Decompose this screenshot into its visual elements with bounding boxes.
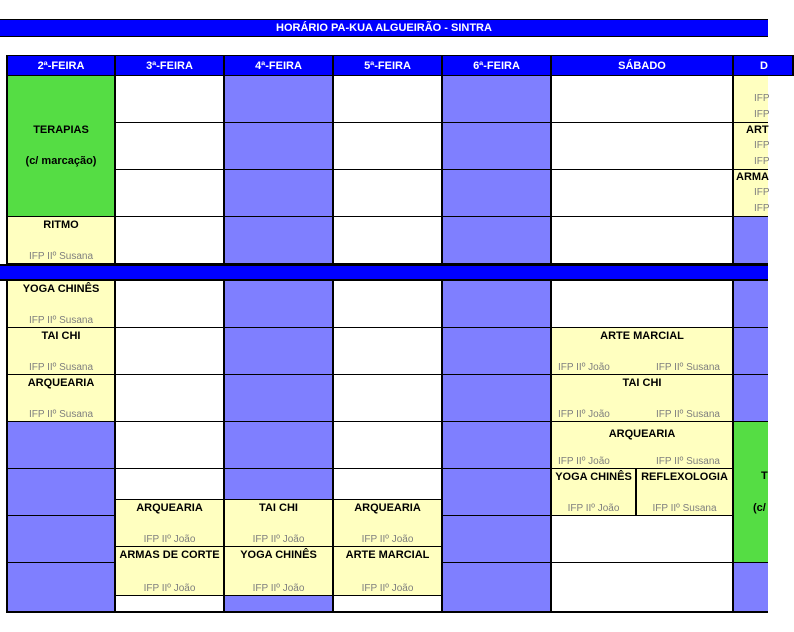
- cell: [734, 328, 768, 375]
- cell: [225, 281, 334, 328]
- cell: [734, 375, 768, 422]
- sunday-cell-2: ART IFP IFP: [734, 123, 768, 170]
- activity-instructor: IFP IIº Susana: [652, 503, 717, 514]
- sunday-green-block: T (c/: [734, 422, 768, 563]
- activity-instructor: IFP IIº João: [252, 583, 305, 594]
- activity-instructor: IFP IIº João: [143, 583, 196, 594]
- saturday-taichi: [552, 375, 734, 422]
- activity-title: TAI CHI: [259, 502, 298, 514]
- terapias-block: [8, 76, 116, 217]
- cell: [334, 596, 443, 613]
- lunch-divider: [0, 264, 768, 281]
- cell: [443, 170, 552, 217]
- cell: [552, 563, 734, 613]
- cell: [334, 469, 443, 500]
- activity-title: REFLEXOLOGIA: [641, 471, 728, 483]
- cell: [334, 422, 443, 469]
- saturday-yoga: [552, 469, 637, 516]
- activity-title: ARMAS DE CORTE: [119, 549, 220, 561]
- activity-title: ARQUEARIA: [608, 428, 676, 440]
- activity-title: RITMO: [43, 219, 79, 231]
- activity-title: ARQUEARIA: [27, 377, 95, 389]
- day-header-thursday: 5ª-FEIRA: [334, 55, 443, 76]
- wednesday-taichi: [225, 500, 334, 547]
- instructor-left: IFP IIº João: [558, 456, 610, 467]
- monday-arquearia: [8, 375, 116, 422]
- cell: [116, 123, 225, 170]
- cell: [334, 76, 443, 123]
- activity-instructor: IFP IIº Susana: [28, 409, 94, 420]
- cell: [225, 596, 334, 613]
- instructor-left: IFP IIº João: [558, 409, 610, 420]
- cell: [8, 516, 116, 563]
- cell: [116, 596, 225, 613]
- activity-instructor: IFP IIº João: [252, 534, 305, 545]
- cell: [443, 422, 552, 469]
- activity-title: ARQUEARIA: [136, 502, 203, 514]
- cell: [225, 375, 334, 422]
- terapias-title: TERAPIAS: [33, 124, 89, 136]
- cell: [8, 469, 116, 516]
- saturday-arte-marcial: [552, 328, 734, 375]
- saturday-arquearia: [552, 422, 734, 469]
- cell: [334, 328, 443, 375]
- cell: [116, 217, 225, 264]
- cell: [443, 123, 552, 170]
- tuesday-arquearia: [116, 500, 225, 547]
- cell: [116, 76, 225, 123]
- activity-instructor: IFP IIº Susana: [28, 362, 94, 373]
- cell: [116, 281, 225, 328]
- activity-instructor: IFP IIº Susana: [28, 251, 94, 262]
- instructor-right: IFP IIº Susana: [655, 456, 720, 467]
- sunday-cell-3: ARMA IFP IFP: [734, 170, 768, 217]
- cell: [334, 123, 443, 170]
- cell: [552, 516, 734, 563]
- cell: [443, 76, 552, 123]
- instructor-left: IFP IIº João: [558, 362, 610, 373]
- monday-taichi: [8, 328, 116, 375]
- monday-yoga: [8, 281, 116, 328]
- cell: [225, 217, 334, 264]
- cell: [552, 217, 734, 264]
- cell: [334, 281, 443, 328]
- tuesday-armas-de-corte: [116, 547, 225, 596]
- cell: [734, 281, 768, 328]
- cell: [443, 328, 552, 375]
- terapias-subtitle: (c/ marcação): [25, 155, 97, 167]
- instructor-right: IFP IIº Susana: [655, 409, 720, 420]
- activity-instructor: IFP IIº João: [361, 583, 414, 594]
- cell: [334, 170, 443, 217]
- cell: [443, 469, 552, 516]
- day-header-monday: 2ª-FEIRA: [6, 55, 116, 76]
- day-header-saturday: SÁBADO: [552, 55, 734, 76]
- schedule-grid: [0, 55, 768, 615]
- cell: [116, 375, 225, 422]
- cell: [116, 170, 225, 217]
- cell: [552, 281, 734, 328]
- activity-title: TAI CHI: [622, 377, 662, 389]
- activity-instructor: IFP IIº João: [361, 534, 414, 545]
- cell: [443, 281, 552, 328]
- instructor-right: IFP IIº Susana: [655, 362, 720, 373]
- cell: [8, 563, 116, 613]
- cell: [225, 328, 334, 375]
- activity-title: YOGA CHINÊS: [555, 471, 632, 483]
- cell: [734, 563, 768, 613]
- activity-title: ARTE MARCIAL: [600, 330, 684, 342]
- activity-title: ARQUEARIA: [354, 502, 421, 514]
- activity-instructor: IFP IIº João: [567, 503, 620, 514]
- monday-ritmo: [8, 217, 116, 264]
- cell: [116, 469, 225, 500]
- activity-instructor: IFP IIº Susana: [28, 315, 94, 326]
- day-header-friday: 6ª-FEIRA: [443, 55, 552, 76]
- activity-title: YOGA CHINÊS: [240, 549, 317, 561]
- cell: [552, 123, 734, 170]
- cell: [443, 563, 552, 613]
- activity-title: YOGA CHINÊS: [22, 283, 100, 295]
- activity-title: ARTE MARCIAL: [345, 549, 430, 561]
- cell: [225, 422, 334, 469]
- thursday-arquearia: [334, 500, 443, 547]
- schedule-title: HORÁRIO PA-KUA ALGUEIRÃO - SINTRA: [0, 19, 768, 37]
- sunday-cell-1: IFP IFP: [734, 76, 768, 123]
- cell: [734, 217, 768, 264]
- cell: [225, 76, 334, 123]
- cell: [552, 76, 734, 123]
- cell: [225, 123, 334, 170]
- cell: [443, 375, 552, 422]
- cell: [334, 375, 443, 422]
- activity-title: TAI CHI: [41, 330, 81, 342]
- cell: [552, 170, 734, 217]
- cell: [116, 328, 225, 375]
- cell: [225, 469, 334, 500]
- day-header-sunday: D: [734, 55, 794, 76]
- activity-instructor: IFP IIº João: [143, 534, 196, 545]
- cell: [116, 422, 225, 469]
- wednesday-yoga: [225, 547, 334, 596]
- cell: [443, 217, 552, 264]
- day-header-tuesday: 3ª-FEIRA: [116, 55, 225, 76]
- thursday-arte-marcial: [334, 547, 443, 596]
- cell: [8, 422, 116, 469]
- saturday-reflexologia: [637, 469, 734, 516]
- cell: [225, 170, 334, 217]
- cell: [334, 217, 443, 264]
- cell: [443, 516, 552, 563]
- day-header-wednesday: 4ª-FEIRA: [225, 55, 334, 76]
